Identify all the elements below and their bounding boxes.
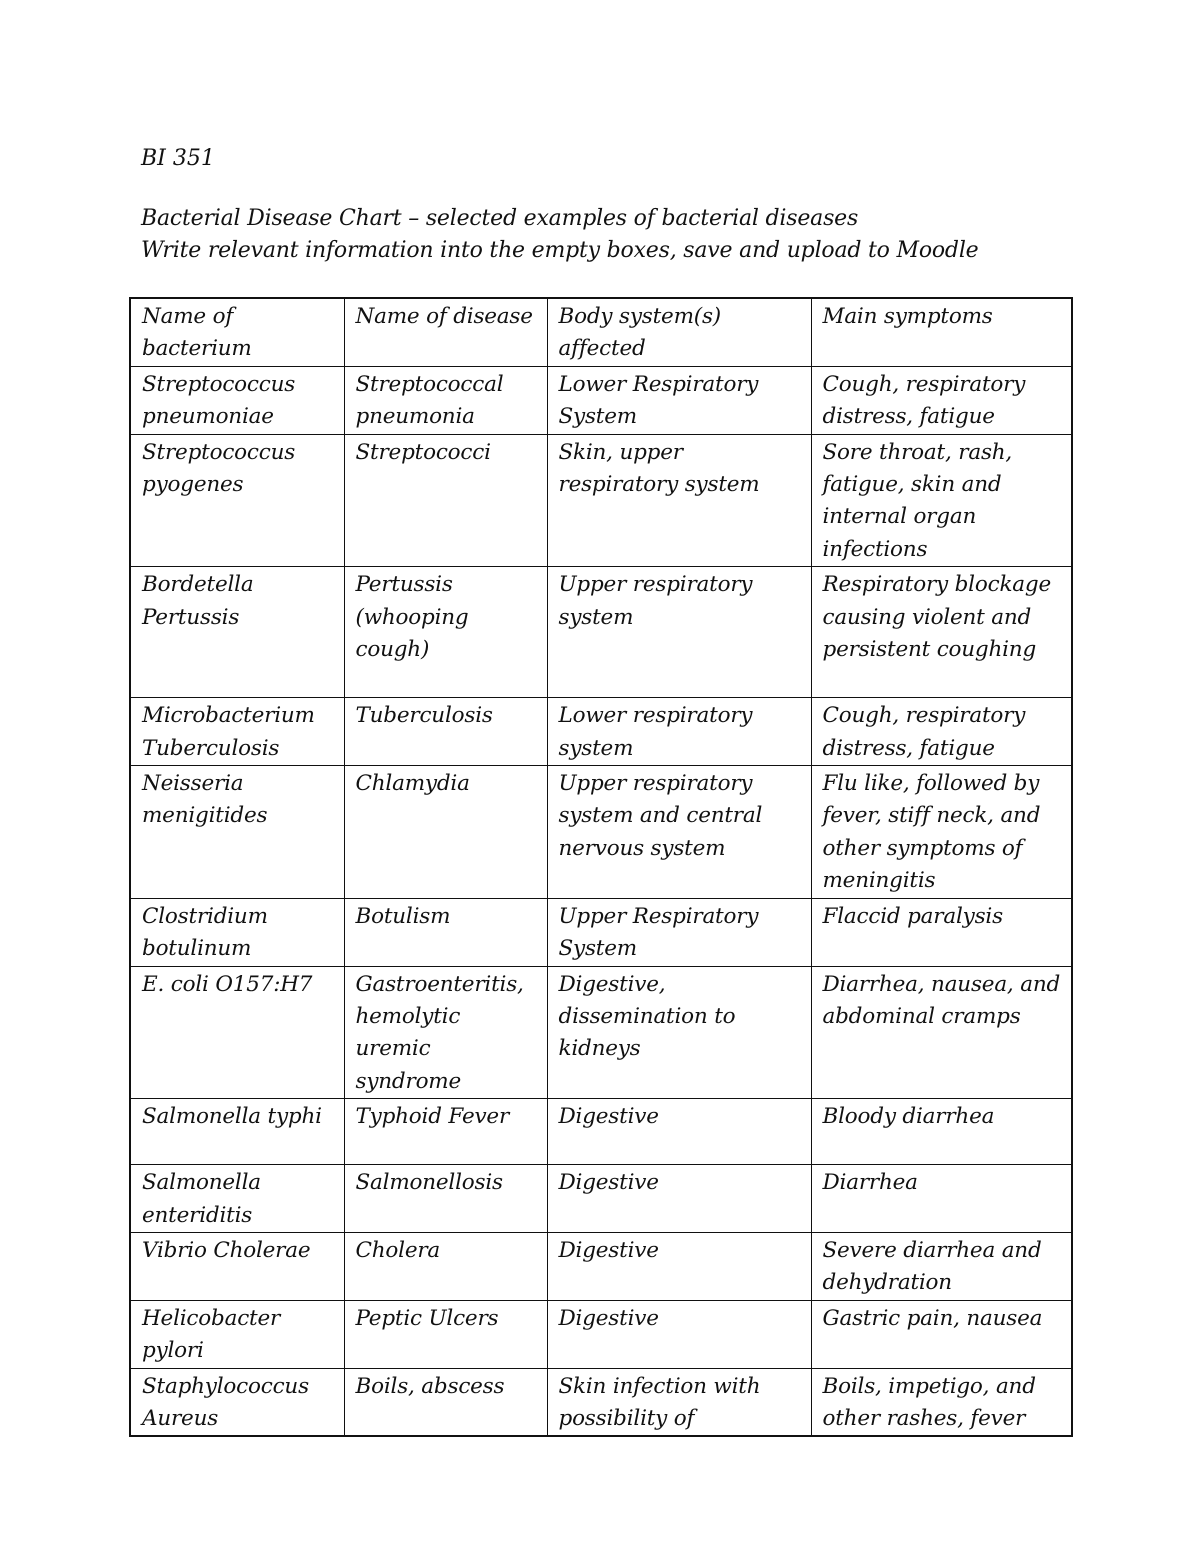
- disease-name: Boils, abscess: [355, 1373, 505, 1399]
- table-cell[interactable]: [130, 966, 344, 1099]
- header-cell: [344, 298, 547, 366]
- bacterium-name: E. coli O157:H7: [142, 971, 313, 997]
- table-cell[interactable]: [547, 366, 811, 434]
- body-system: Digestive: [558, 1305, 659, 1331]
- symptoms: Boils, impetigo, and other rashes, fever: [822, 1373, 1036, 1431]
- bacterium-name: Microbacterium Tuberculosis: [142, 703, 315, 761]
- table-cell[interactable]: [811, 766, 1072, 899]
- disease-name: Cholera: [355, 1237, 441, 1263]
- table-cell[interactable]: [130, 1099, 344, 1165]
- disease-name: Streptococcal pneumonia: [355, 371, 504, 430]
- table-cell[interactable]: [811, 1099, 1072, 1165]
- symptoms: Diarrhea, nausea, and abdominal cramps: [822, 971, 1061, 1029]
- table-cell[interactable]: [130, 766, 344, 899]
- chart-title: Bacterial Disease Chart – selected examples of bacterial diseases: [141, 206, 859, 231]
- disease-name: Gastroenteritis, hemolytic uremic syndrome: [355, 971, 524, 1094]
- table-cell[interactable]: [811, 1300, 1072, 1368]
- table-row: [130, 567, 1072, 698]
- table-cell[interactable]: [344, 366, 547, 434]
- bacterium-name: Salmonella enteriditis: [142, 1170, 261, 1228]
- disease-name: Salmonellosis: [355, 1170, 503, 1196]
- header-symptoms: Main symptoms: [822, 304, 993, 329]
- body-system: Lower respiratory system: [558, 703, 753, 761]
- table-cell[interactable]: [547, 567, 811, 698]
- disease-name: Peptic Ulcers: [355, 1305, 499, 1331]
- body-system: Digestive: [558, 1104, 659, 1130]
- table-cell[interactable]: [547, 966, 811, 1099]
- table-cell[interactable]: [547, 898, 811, 966]
- disease-name: Chlamydia: [355, 771, 470, 797]
- table-cell[interactable]: [811, 434, 1072, 567]
- table-cell[interactable]: [811, 698, 1072, 766]
- table-cell[interactable]: [130, 1300, 344, 1368]
- table-cell[interactable]: [547, 1300, 811, 1368]
- table-cell[interactable]: [130, 698, 344, 766]
- bacterial-disease-table: [129, 297, 1073, 1437]
- disease-name: Pertussis (whooping cough): [355, 572, 469, 663]
- symptoms: Gastric pain, nausea: [822, 1305, 1043, 1331]
- symptoms: Respiratory blockage causing violent and persistent coughing: [822, 572, 1051, 663]
- table-cell[interactable]: [811, 898, 1072, 966]
- course-code: BI 351: [141, 146, 215, 171]
- table-cell[interactable]: [547, 698, 811, 766]
- table-cell[interactable]: [344, 1232, 547, 1300]
- header-cell: [547, 298, 811, 366]
- disease-name: Typhoid Fever: [355, 1104, 510, 1130]
- bacterium-name: Bordetella Pertussis: [142, 572, 254, 630]
- table-row: [130, 366, 1072, 434]
- disease-name: Streptococci: [355, 439, 491, 465]
- body-system: Digestive: [558, 1237, 659, 1263]
- symptoms: Sore throat, rash, fatigue, skin and internal organ infections: [822, 439, 1013, 562]
- header-body-system: Body system(s) affected: [558, 304, 721, 362]
- table-cell[interactable]: [344, 898, 547, 966]
- table-cell[interactable]: [811, 966, 1072, 1099]
- table-cell[interactable]: [811, 1165, 1072, 1233]
- table-cell[interactable]: [344, 1165, 547, 1233]
- table-cell[interactable]: [811, 1368, 1072, 1436]
- bacterium-name: Vibrio Cholerae: [142, 1237, 311, 1263]
- header-cell: [130, 298, 344, 366]
- table-cell[interactable]: [547, 1232, 811, 1300]
- disease-name: Botulism: [355, 903, 451, 929]
- table-header-row: [130, 298, 1072, 366]
- symptoms: Cough, respiratory distress, fatigue: [822, 703, 1026, 761]
- table-cell[interactable]: [130, 1368, 344, 1436]
- table-cell[interactable]: [130, 1232, 344, 1300]
- bacterium-name: Streptococcus pyogenes: [142, 439, 296, 498]
- bacterium-name: Helicobacter pylori: [142, 1305, 281, 1364]
- table-cell[interactable]: [344, 1099, 547, 1165]
- symptoms: Cough, respiratory distress, fatigue: [822, 371, 1026, 430]
- bacterium-name: Clostridium botulinum: [142, 903, 268, 962]
- header-disease: Name of disease: [355, 304, 533, 329]
- body-system: Digestive: [558, 1170, 659, 1196]
- bacterium-name: Salmonella typhi: [142, 1104, 322, 1130]
- table-cell[interactable]: [130, 434, 344, 567]
- body-system: Skin infection with possibility of: [558, 1373, 761, 1431]
- table-cell[interactable]: [344, 567, 547, 698]
- symptoms: Severe diarrhea and dehydration: [822, 1237, 1042, 1296]
- table-row: [130, 1099, 1072, 1165]
- document-heading: [141, 203, 978, 267]
- body-system: Upper Respiratory System: [558, 903, 759, 962]
- body-system: Upper respiratory system and central nervous system: [558, 771, 763, 861]
- symptoms: Flu like, followed by fever, stiff neck, and other symptoms of meningitis: [822, 771, 1041, 894]
- table-cell[interactable]: [344, 766, 547, 899]
- table-cell[interactable]: [344, 434, 547, 567]
- body-system: Lower Respiratory System: [558, 371, 759, 430]
- table-cell[interactable]: [547, 1099, 811, 1165]
- body-system: Upper respiratory system: [558, 572, 753, 630]
- table-row: [130, 434, 1072, 567]
- table-row: [130, 966, 1072, 1099]
- table-cell[interactable]: [547, 1165, 811, 1233]
- table-cell[interactable]: [344, 698, 547, 766]
- table-cell[interactable]: [547, 766, 811, 899]
- table-row: [130, 1165, 1072, 1233]
- header-bacterium: Name of bacterium: [142, 304, 252, 362]
- table-cell[interactable]: [547, 434, 811, 567]
- instructions: Write relevant information into the empty boxes, save and upload to Moodle: [141, 238, 979, 263]
- table-cell[interactable]: [130, 567, 344, 698]
- table-row: [130, 766, 1072, 899]
- header-cell: [811, 298, 1072, 366]
- symptoms: Diarrhea: [822, 1170, 918, 1196]
- table-row: [130, 898, 1072, 966]
- table-cell[interactable]: [130, 1165, 344, 1233]
- table-cell[interactable]: [811, 1232, 1072, 1300]
- symptoms: Bloody diarrhea: [822, 1104, 995, 1130]
- table-cell[interactable]: [547, 1368, 811, 1436]
- table-cell[interactable]: [130, 898, 344, 966]
- table-cell[interactable]: [344, 1300, 547, 1368]
- table-cell[interactable]: [344, 966, 547, 1099]
- table-row: [130, 1368, 1072, 1436]
- bacterium-name: Neisseria menigitides: [142, 771, 268, 829]
- table-row: [130, 1300, 1072, 1368]
- disease-name: Tuberculosis: [355, 703, 493, 729]
- body-system: Skin, upper respiratory system: [558, 439, 760, 498]
- table-cell[interactable]: [811, 567, 1072, 698]
- table-cell[interactable]: [811, 366, 1072, 434]
- body-system: Digestive, dissemination to kidneys: [558, 971, 736, 1062]
- bacterium-name: Streptococcus pneumoniae: [142, 371, 296, 430]
- table-cell[interactable]: [344, 1368, 547, 1436]
- table-cell[interactable]: [130, 366, 344, 434]
- table-row: [130, 1232, 1072, 1300]
- bacterium-name: Staphylococcus Aureus: [142, 1373, 309, 1431]
- table-row: [130, 698, 1072, 766]
- symptoms: Flaccid paralysis: [822, 903, 1003, 929]
